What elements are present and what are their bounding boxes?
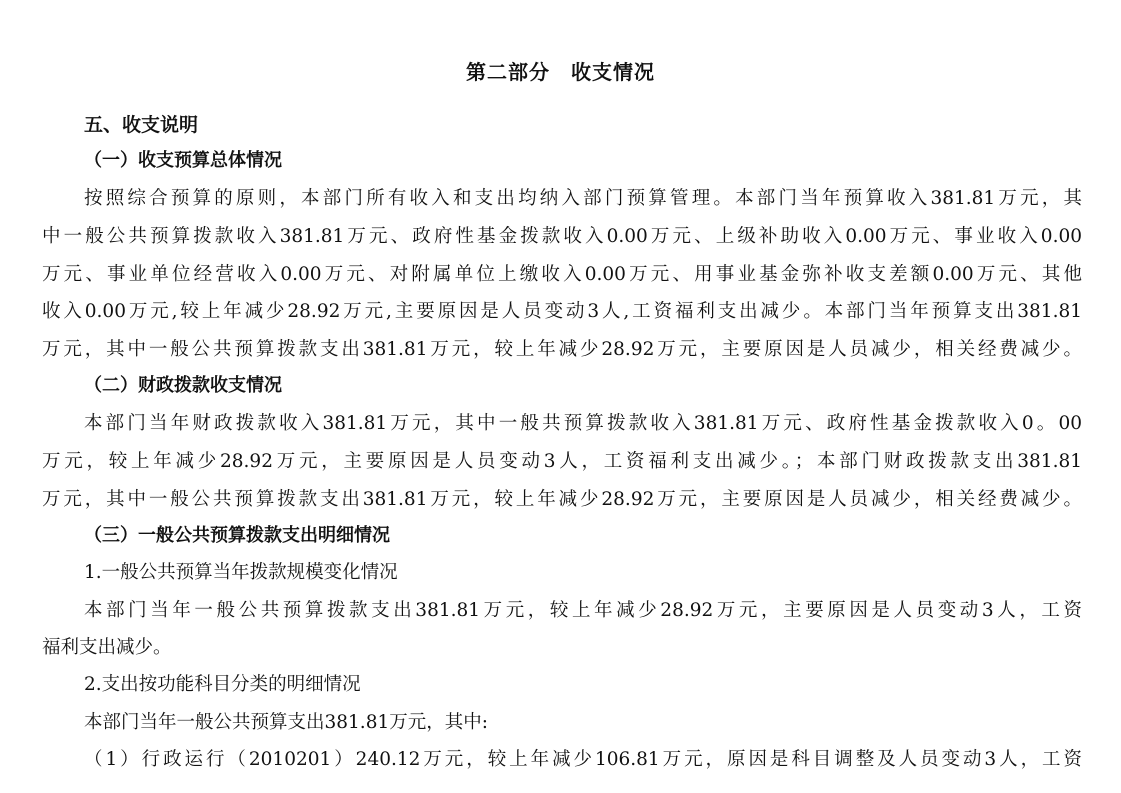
- section-heading: 五、收支说明: [84, 114, 199, 136]
- sub1-line-5: 万元，其中一般公共预算拨款支出381.81万元，较上年减少28.92万元，主要原因是人员减少，相关经费减少。: [42, 339, 1082, 360]
- item2-heading: 2.支出按功能科目分类的明细情况: [84, 674, 361, 695]
- item2-line-2: （1）行政运行（2010201）240.12万元，较上年减少106.81万元，原因是科目调整及人员变动3人，工资: [84, 749, 1082, 770]
- part-title: 第二部分 收支情况: [466, 60, 655, 84]
- sub2-line-3: 万元，其中一般公共预算拨款支出381.81万元，较上年减少28.92万元，主要原因是人员减少，相关经费减少。: [42, 489, 1082, 510]
- sub2-line-1: 本部门当年财政拨款收入381.81万元，其中一般共预算拨款收入381.81万元、政府性基金拨款收入0。00: [84, 413, 1082, 434]
- item1-line-2: 福利支出减少。: [42, 637, 172, 658]
- sub1-line-2: 中一般公共预算拨款收入381.81万元、政府性基金拨款收入0.00万元、上级补助收入0.00万元、事业收入0.00: [42, 226, 1082, 247]
- item2-line-1: 本部门当年一般公共预算支出381.81万元，其中:: [84, 712, 488, 733]
- sub2-line-2: 万元，较上年减少28.92万元，主要原因是人员变动3人，工资福利支出减少。；本部门财政拨款支出381.81: [42, 451, 1082, 472]
- sub1-line-1: 按照综合预算的原则，本部门所有收入和支出均纳入部门预算管理。本部门当年预算收入381.81万元，其: [84, 188, 1082, 209]
- sub2-heading: （二）财政拨款收支情况: [84, 375, 282, 396]
- item1-line-1: 本部门当年一般公共预算拨款支出381.81万元，较上年减少28.92万元，主要原因是人员变动3人，工资: [84, 600, 1082, 621]
- sub1-line-4: 收入0.00万元,较上年减少28.92万元,主要原因是人员变动3人,工资福利支出减少。本部门当年预算支出381.81: [42, 301, 1082, 322]
- sub1-line-3: 万元、事业单位经营收入0.00万元、对附属单位上缴收入0.00万元、用事业基金弥补收支差额0.00万元、其他: [42, 264, 1082, 285]
- sub1-heading: （一）收支预算总体情况: [84, 150, 282, 171]
- item1-heading: 1.一般公共预算当年拨款规模变化情况: [84, 562, 398, 583]
- sub3-heading: （三）一般公共预算拨款支出明细情况: [84, 525, 390, 546]
